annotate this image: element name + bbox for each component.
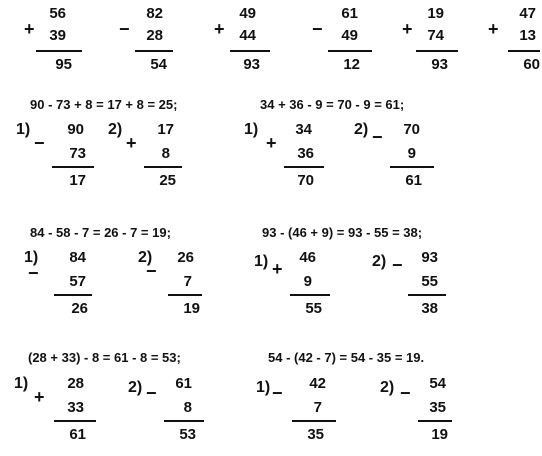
operand-a: 49	[239, 5, 256, 22]
result: 95	[55, 56, 72, 73]
operand-b: 57	[69, 273, 86, 290]
step-label: 1)	[24, 249, 39, 266]
operand-b: 33	[67, 399, 84, 416]
operand-a: 47	[519, 5, 536, 22]
result-line	[164, 420, 204, 422]
step-label: 2)	[108, 121, 123, 138]
equation-line: 93 - (46 + 9) = 93 - 55 = 38;	[262, 225, 423, 240]
result-line	[292, 420, 336, 422]
operation-sign: +	[214, 19, 225, 39]
operation-sign: +	[402, 19, 413, 39]
operand-b: 55	[421, 273, 438, 290]
result-line	[408, 294, 446, 296]
operation-sign: −	[119, 19, 130, 39]
step-label: 2)	[138, 249, 153, 266]
result-line	[168, 294, 202, 296]
operand-b: 35	[429, 399, 446, 416]
equation-line: 34 + 36 - 9 = 70 - 9 = 61;	[260, 97, 405, 112]
operand-b: 73	[69, 145, 86, 162]
result: 26	[71, 300, 88, 317]
operation-sign: −	[146, 261, 157, 281]
result: 54	[150, 56, 167, 73]
operand-a: 93	[421, 249, 438, 266]
operation-sign: +	[272, 259, 283, 279]
result: 19	[183, 300, 200, 317]
step-label: 1)	[244, 121, 259, 138]
operation-sign: −	[400, 383, 411, 403]
operand-a: 56	[49, 5, 66, 22]
operand-b: 39	[49, 27, 66, 44]
result-line	[290, 294, 330, 296]
result-line	[328, 50, 372, 52]
result: 38	[421, 300, 438, 317]
operand-a: 19	[427, 5, 444, 22]
operand-b: 7	[313, 399, 322, 416]
operand-b: 9	[407, 145, 416, 162]
result: 61	[69, 426, 86, 443]
step-label: 2)	[128, 379, 143, 396]
operation-sign: −	[272, 383, 283, 403]
operand-a: 26	[177, 249, 194, 266]
step-label: 1)	[256, 379, 271, 396]
result-line	[390, 166, 434, 168]
result-line	[52, 166, 94, 168]
operand-b: 28	[146, 27, 163, 44]
result-line	[416, 50, 458, 52]
operation-sign: −	[28, 263, 39, 283]
step-label: 2)	[354, 121, 369, 138]
operation-sign: −	[392, 255, 403, 275]
operand-a: 54	[429, 375, 446, 392]
operand-a: 90	[67, 121, 84, 138]
operand-b: 13	[519, 27, 536, 44]
result: 12	[343, 56, 360, 73]
operand-b: 8	[183, 399, 192, 416]
result: 17	[69, 172, 86, 189]
equation-line: 84 - 58 - 7 = 26 - 7 = 19;	[30, 225, 171, 240]
operand-a: 28	[67, 375, 84, 392]
operand-a: 61	[341, 5, 358, 22]
operand-b: 9	[303, 273, 312, 290]
step-label: 1)	[254, 253, 269, 270]
result: 61	[405, 172, 422, 189]
result-line	[36, 50, 82, 52]
result: 19	[431, 426, 448, 443]
operand-a: 61	[175, 375, 192, 392]
result: 93	[431, 56, 448, 73]
result-line	[54, 420, 96, 422]
result-line	[284, 166, 324, 168]
operation-sign: −	[146, 383, 157, 403]
operation-sign: −	[34, 133, 45, 153]
step-label: 2)	[380, 379, 395, 396]
step-label: 1)	[14, 375, 29, 392]
result: 53	[179, 426, 196, 443]
result: 70	[297, 172, 314, 189]
result: 35	[307, 426, 324, 443]
operand-a: 42	[309, 375, 326, 392]
operand-b: 49	[341, 27, 358, 44]
operand-b: 74	[427, 27, 444, 44]
equation-line: 54 - (42 - 7) = 54 - 35 = 19.	[268, 350, 425, 365]
equation-line: (28 + 33) - 8 = 61 - 8 = 53;	[28, 350, 181, 365]
result-line	[144, 166, 182, 168]
operation-sign: +	[266, 133, 277, 153]
operation-sign: −	[312, 19, 323, 39]
result-line	[135, 50, 173, 52]
result: 25	[159, 172, 176, 189]
operand-b: 7	[183, 273, 192, 290]
operation-sign: +	[126, 133, 137, 153]
result: 55	[305, 300, 322, 317]
result: 60	[523, 56, 540, 73]
result-line	[418, 420, 452, 422]
result-line	[230, 50, 270, 52]
operand-a: 46	[299, 249, 316, 266]
operation-sign: +	[24, 19, 35, 39]
operand-b: 8	[161, 145, 170, 162]
operand-a: 84	[69, 249, 86, 266]
operand-a: 82	[146, 5, 163, 22]
operation-sign: −	[372, 127, 383, 147]
operand-a: 70	[403, 121, 420, 138]
operand-b: 44	[239, 27, 256, 44]
operand-a: 34	[295, 121, 312, 138]
operation-sign: +	[488, 19, 499, 39]
step-label: 1)	[16, 121, 31, 138]
operation-sign: +	[34, 387, 45, 407]
result-line	[54, 294, 92, 296]
step-label: 2)	[372, 253, 387, 270]
result-line	[508, 50, 540, 52]
operand-a: 17	[157, 121, 174, 138]
result: 93	[243, 56, 260, 73]
equation-line: 90 - 73 + 8 = 17 + 8 = 25;	[30, 97, 178, 112]
operand-b: 36	[297, 145, 314, 162]
